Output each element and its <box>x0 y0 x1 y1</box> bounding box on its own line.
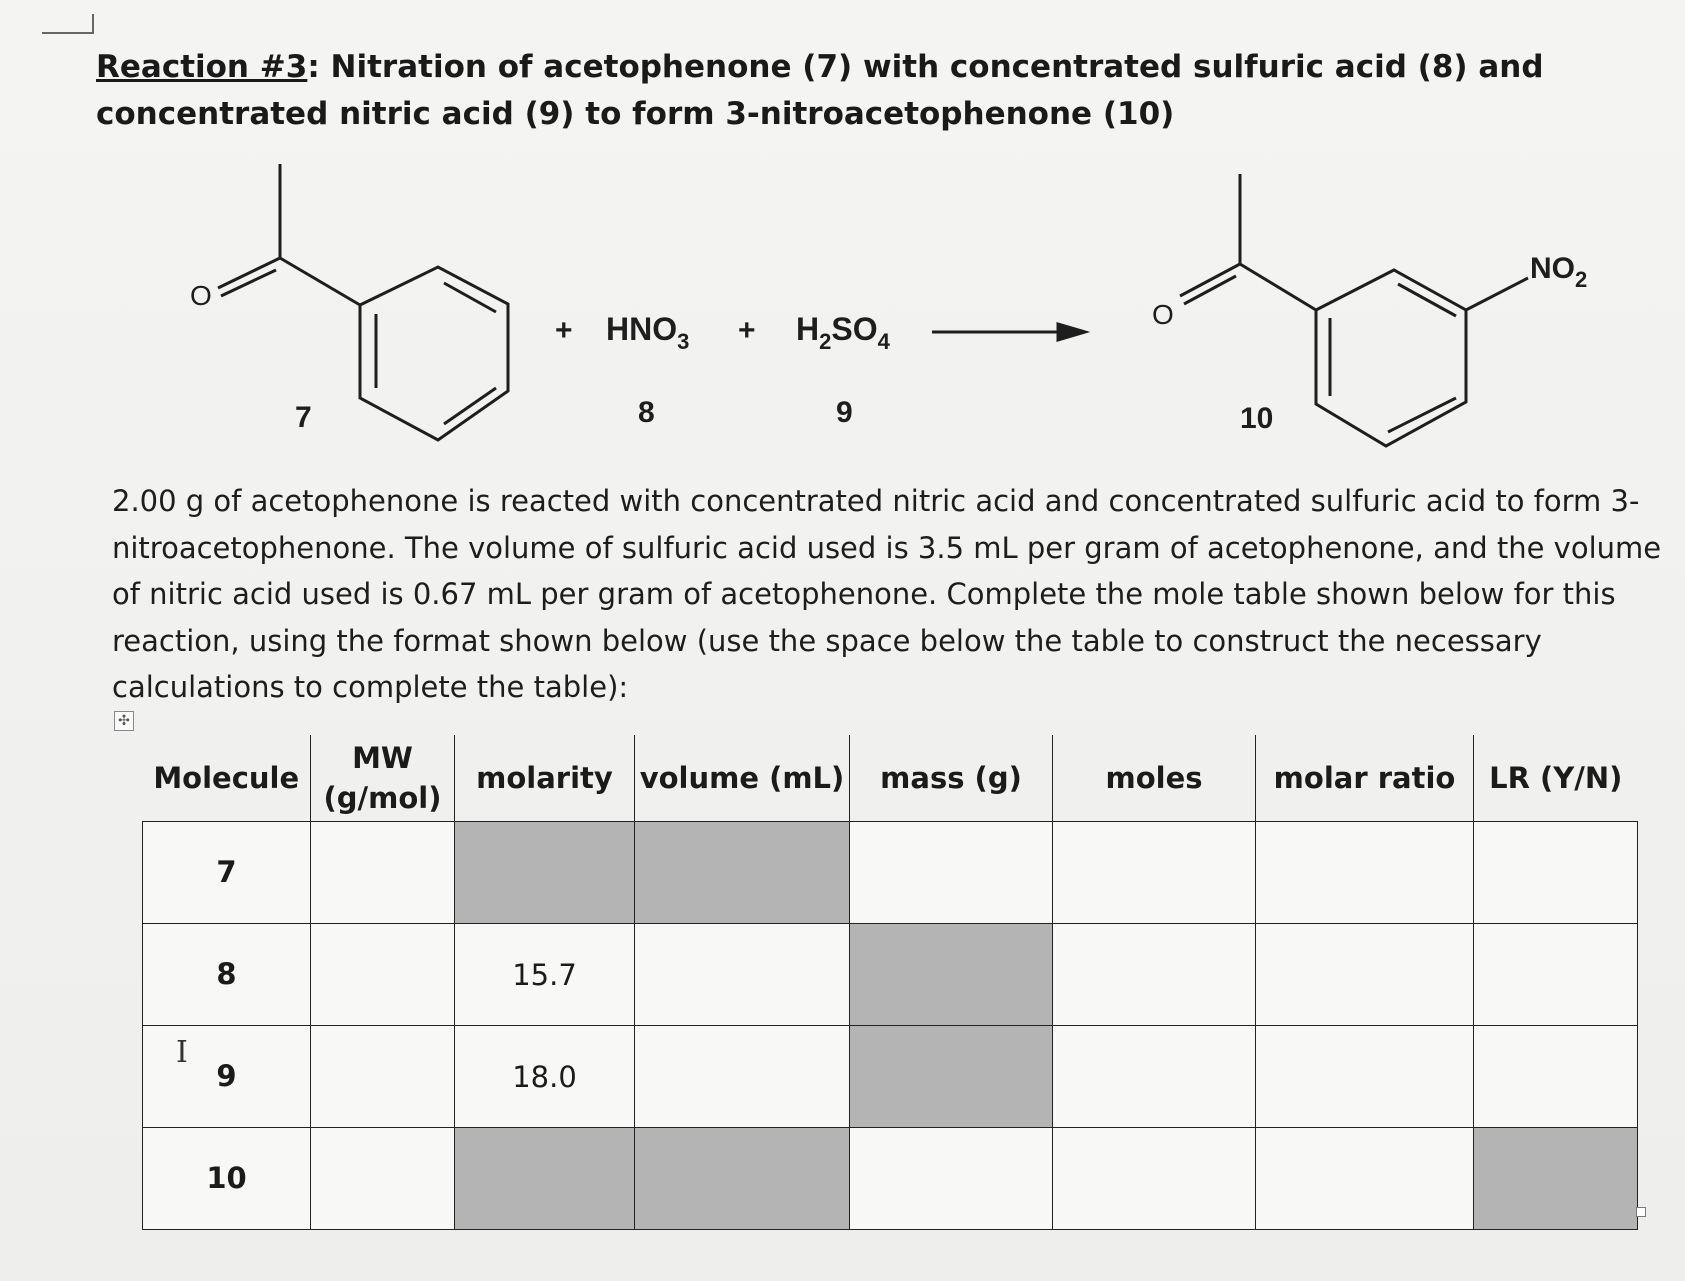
cell-moles[interactable] <box>1053 822 1256 924</box>
cell-molar-ratio[interactable] <box>1256 1128 1474 1230</box>
table-move-handle[interactable]: ✣ <box>114 711 134 731</box>
cell-molecule: 9 <box>143 1026 311 1128</box>
cell-mass-shaded <box>850 924 1053 1026</box>
cell-lr-shaded <box>1474 1128 1638 1230</box>
reaction-title <box>96 44 1676 138</box>
product-oxygen: O <box>1152 299 1174 330</box>
header-mw <box>311 735 455 822</box>
table-row <box>143 1128 1638 1230</box>
cell-lr[interactable] <box>1474 924 1638 1026</box>
reagent-h2so4: $H_2SO_4$ <box>796 311 890 354</box>
cell-moles[interactable] <box>1053 1026 1256 1128</box>
cell-molarity[interactable]: 15.7 <box>455 924 635 1026</box>
nitro-group: $NO_2$ <box>1530 252 1588 292</box>
table-resize-handle[interactable] <box>1636 1207 1646 1217</box>
acetophenone-structure <box>218 164 508 440</box>
cell-molar-ratio[interactable] <box>1256 822 1474 924</box>
cell-molecule: 7 <box>143 822 311 924</box>
corner-mark <box>42 14 94 34</box>
header-mass: mass (g) <box>850 735 1053 822</box>
reagent-hno3: $HNO_3$ <box>606 311 690 354</box>
reaction-scheme <box>0 150 1685 470</box>
cell-mass-shaded <box>850 1026 1053 1128</box>
cell-mw[interactable] <box>311 822 455 924</box>
reaction-number: Reaction #3 <box>96 49 308 85</box>
header-molarity: molarity <box>455 735 635 822</box>
text-cursor-icon: I <box>176 1035 188 1070</box>
table-row <box>143 822 1638 924</box>
cell-mw[interactable] <box>311 1128 455 1230</box>
table-header-row <box>143 735 1638 822</box>
table-row <box>143 924 1638 1026</box>
reactant-label: 7 <box>295 401 312 434</box>
acetophenone-oxygen: O <box>190 280 212 311</box>
cell-volume-shaded <box>635 1128 850 1230</box>
cell-moles[interactable] <box>1053 924 1256 1026</box>
cell-molarity-shaded <box>455 822 635 924</box>
plus-sign-1: + <box>555 314 573 347</box>
cell-moles[interactable] <box>1053 1128 1256 1230</box>
cell-mw[interactable] <box>311 924 455 1026</box>
cell-lr[interactable] <box>1474 822 1638 924</box>
header-mw-line1: MW <box>352 741 413 775</box>
cell-molecule: 10 <box>143 1128 311 1230</box>
cell-molarity[interactable]: 18.0 <box>455 1026 635 1128</box>
problem-statement: 2.00 g of acetophenone is reacted with concentrated nitric acid and concentrated sulfuric acid to form 3-nitroacetophenone. The volume of sulfuric acid used is 3.5 mL per gram of acetophenone, and the volume of nitric acid used is 0.67 mL per gram of acetophenone. Complete the mole table shown below for this reaction, using the format shown below (use the space below the table to construct the necessary calculations to complete the table): <box>112 484 1662 704</box>
cell-volume-shaded <box>635 822 850 924</box>
cell-molar-ratio[interactable] <box>1256 1026 1474 1128</box>
mole-table <box>142 735 1638 1230</box>
cell-molarity-shaded <box>455 1128 635 1230</box>
header-mw-line2: (g/mol) <box>323 781 442 815</box>
table-row <box>143 1026 1638 1128</box>
header-molecule: Molecule <box>143 735 311 822</box>
reagent-hno3-label: 8 <box>638 396 655 429</box>
cell-molar-ratio[interactable] <box>1256 924 1474 1026</box>
header-volume: volume (mL) <box>635 735 850 822</box>
plus-sign-2: + <box>738 314 756 347</box>
header-limiting-reagent: LR (Y/N) <box>1474 735 1638 822</box>
cell-mass[interactable] <box>850 1128 1053 1230</box>
product-label: 10 <box>1240 402 1274 435</box>
header-molar-ratio: molar ratio <box>1256 735 1474 822</box>
cell-mw[interactable] <box>311 1026 455 1128</box>
reaction-arrow <box>932 324 1085 340</box>
nitroacetophenone-structure <box>1180 174 1528 446</box>
cell-lr[interactable] <box>1474 1026 1638 1128</box>
cell-volume[interactable] <box>635 924 850 1026</box>
reaction-description: : Nitration of acetophenone (7) with concentrated sulfuric acid (8) and concentrated nitric acid (9) to form 3-nitroacetophenone (10) <box>96 49 1544 132</box>
cell-volume[interactable] <box>635 1026 850 1128</box>
header-moles: moles <box>1053 735 1256 822</box>
cell-molecule: 8 <box>143 924 311 1026</box>
cell-mass[interactable] <box>850 822 1053 924</box>
reagent-h2so4-label: 9 <box>836 396 853 429</box>
